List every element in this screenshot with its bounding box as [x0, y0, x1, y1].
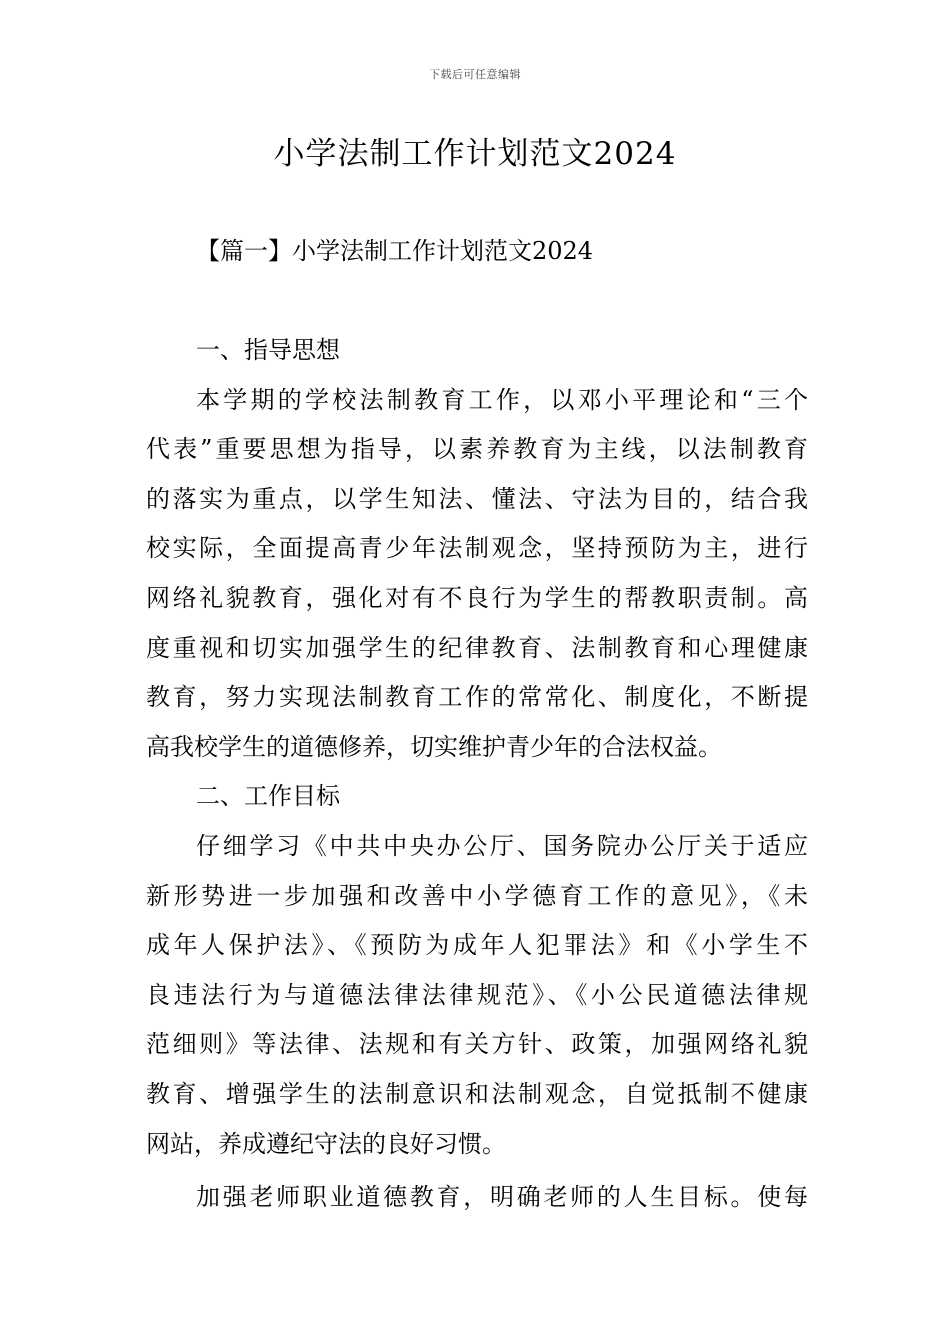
- document-title: 小学法制工作计划范文2024: [273, 136, 677, 172]
- paragraph-line: 的落实为重点，以学生知法、懂法、守法为目的，结合我: [146, 484, 808, 513]
- document-body: [146, 326, 808, 1223]
- paragraph-line: 代表”重要思想为指导，以素养教育为主线，以法制教育: [146, 435, 808, 464]
- paragraph-line: 教育，努力实现法制教育工作的常常化、制度化，不断提: [146, 683, 808, 712]
- paragraph-line: 高我校学生的道德修养，切实维护青少年的合法权益。: [146, 732, 722, 761]
- paragraph-line: 加强老师职业道德教育，明确老师的人生目标。使每: [196, 1183, 808, 1212]
- paragraph-line: 校实际，全面提高青少年法制观念，坚持预防为主，进行: [146, 534, 808, 563]
- paragraph-line: 新形势进一步加强和改善中小学德育工作的意见》，《未: [146, 881, 808, 910]
- paragraph-line: 范细则》等法律、法规和有关方针、政策，加强网络礼貌: [146, 1030, 808, 1059]
- paragraph-line: 仔细学习《中共中央办公厅、国务院办公厅关于适应: [196, 831, 808, 860]
- section-heading: 【篇一】小学法制工作计划范文2024: [196, 237, 594, 265]
- paragraph-line: 良违法行为与道德法律法律规范》、《小公民道德法律规: [146, 980, 808, 1009]
- paragraph-line: 教育、增强学生的法制意识和法制观念，自觉抵制不健康: [146, 1079, 808, 1108]
- paragraph-line: 网站，养成遵纪守法的良好习惯。: [146, 1129, 506, 1158]
- subheading-guiding-ideology: 一、指导思想: [196, 336, 340, 364]
- paragraph-line: 度重视和切实加强学生的纪律教育、法制教育和心理健康: [146, 633, 808, 662]
- header-note: 下载后可任意编辑: [429, 68, 521, 81]
- paragraph-line: 网络礼貌教育，强化对有不良行为学生的帮教职责制。高: [146, 583, 808, 612]
- paragraph-line: 本学期的学校法制教育工作，以邓小平理论和“三个: [196, 385, 808, 414]
- subheading-work-goals: 二、工作目标: [196, 782, 340, 811]
- paragraph-line: 成年人保护法》、《预防为成年人犯罪法》和《小学生不: [146, 931, 808, 960]
